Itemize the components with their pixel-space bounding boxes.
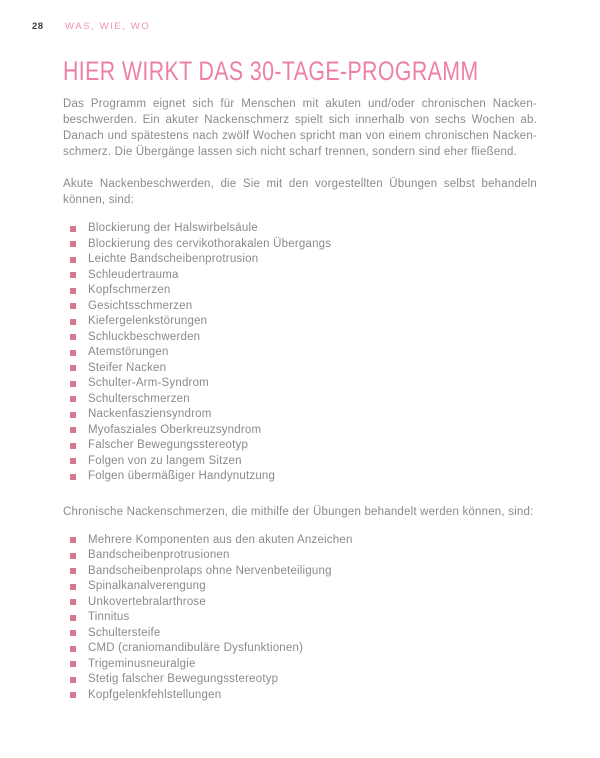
list-item-label: Unkovertebralarthrose [88, 595, 206, 608]
bullet-square-icon [70, 584, 76, 590]
acute-lead-paragraph [63, 176, 537, 208]
bullet-square-icon [70, 365, 76, 371]
bullet-square-icon [70, 319, 76, 325]
list-item [70, 407, 537, 423]
list-item [70, 392, 537, 408]
paragraph-line: können, sind: [63, 194, 135, 206]
list-item [70, 610, 537, 626]
bullet-square-icon [70, 257, 76, 263]
bullet-square-icon [70, 303, 76, 309]
paragraph-line: beschwerden. Ein akuter Nackenschmerz spielt sich innerhalb von sechs Wochen ab. [63, 114, 537, 126]
list-item-label: Kopfschmerzen [88, 284, 171, 296]
bullet-square-icon [70, 630, 76, 636]
bullet-square-icon [70, 646, 76, 652]
bullet-square-icon [70, 412, 76, 418]
list-item-label: Leichte Bandscheibenprotrusion [88, 253, 259, 265]
list-item-label: Atemstörungen [88, 346, 169, 358]
list-item [70, 579, 537, 595]
bullet-square-icon [70, 396, 76, 402]
bullet-square-icon [70, 241, 76, 247]
bullet-square-icon [70, 474, 76, 480]
list-item-label: Blockierung der Halswirbelsäule [88, 222, 258, 234]
acute-symptoms-list [63, 221, 537, 485]
list-item-label: Schulterschmerzen [88, 392, 190, 405]
list-item [70, 438, 537, 454]
list-item [70, 454, 537, 470]
paragraph-line: Danach und spätestens nach zwölf Wochen spricht man von einem chronischen Nacken- [63, 130, 537, 142]
paragraph-line: Das Programm eignet sich für Menschen mit akuten und/oder chronischen Nacken- [63, 98, 537, 110]
bullet-square-icon [70, 692, 76, 698]
bullet-square-icon [70, 288, 76, 294]
bullet-square-icon [70, 537, 76, 543]
list-item [70, 361, 537, 377]
list-item [70, 423, 537, 439]
list-item-label: Schulter-Arm-Syndrom [88, 377, 209, 389]
bullet-square-icon [70, 272, 76, 278]
bullet-square-icon [70, 381, 76, 387]
list-item-label: Kiefergelenkstörungen [88, 315, 208, 327]
list-item [70, 595, 537, 611]
list-item [70, 657, 537, 673]
list-item-label: CMD (craniomandibuläre Dysfunktionen) [88, 642, 304, 654]
list-item [70, 688, 537, 704]
list-item-label: Bandscheibenprotrusionen [88, 549, 230, 561]
page-content [63, 96, 537, 703]
bullet-square-icon [70, 615, 76, 621]
list-item-label: Folgen von zu langem Sitzen [88, 454, 242, 467]
running-head: WAS, WIE, WO [65, 21, 151, 32]
list-item [70, 564, 537, 580]
list-item [70, 672, 537, 688]
list-item [70, 548, 537, 564]
list-item-label: Nackenfasziensyndrom [88, 408, 212, 420]
list-item [70, 469, 537, 485]
list-item-label: Bandscheibenprolaps ohne Nervenbeteiligung [88, 564, 332, 577]
chronic-lead-paragraph [63, 504, 537, 520]
paragraph-line: Akute Nackenbeschwerden, die Sie mit den vorgestellten Übungen selbst behandeln [63, 178, 537, 190]
list-item [70, 283, 537, 299]
bullet-square-icon [70, 427, 76, 433]
paragraph-line: Chronische Nackenschmerzen, die mithilfe der Übungen behandelt werden können, sind: [63, 505, 534, 518]
list-item-label: Mehrere Komponenten aus den akuten Anzeichen [88, 533, 353, 546]
bullet-square-icon [70, 677, 76, 683]
page-title: HIER WIRKT DAS 30-TAGE-PROGRAMM [63, 56, 479, 86]
list-item-label: Myofasziales Oberkreuzsyndrom [88, 423, 262, 436]
bullet-square-icon [70, 226, 76, 232]
list-item-label: Folgen übermäßiger Handynutzung [88, 470, 276, 482]
list-item-label: Schleudertrauma [88, 268, 179, 281]
list-item [70, 299, 537, 315]
bullet-square-icon [70, 553, 76, 559]
list-item-label: Steifer Nacken [88, 361, 167, 374]
list-item [70, 330, 537, 346]
bullet-square-icon [70, 599, 76, 605]
page-number: 28 [32, 21, 44, 32]
list-item-label: Schultersteife [88, 626, 161, 639]
chronic-symptoms-list [63, 533, 537, 704]
list-item [70, 237, 537, 253]
list-item [70, 626, 537, 642]
bullet-square-icon [70, 568, 76, 574]
bullet-square-icon [70, 334, 76, 340]
list-item-label: Falscher Bewegungsstereotyp [88, 439, 249, 451]
bullet-square-icon [70, 661, 76, 667]
bullet-square-icon [70, 350, 76, 356]
list-item [70, 641, 537, 657]
list-item [70, 221, 537, 237]
list-item-label: Spinalkanalverengung [88, 580, 206, 592]
list-item [70, 533, 537, 549]
list-item-label: Gesichtsschmerzen [88, 299, 193, 312]
list-item [70, 345, 537, 361]
list-item-label: Kopfgelenkfehlstellungen [88, 688, 222, 701]
bullet-square-icon [70, 458, 76, 464]
list-item-label: Tinnitus [88, 611, 130, 623]
bullet-square-icon [70, 443, 76, 449]
paragraph-line: schmerz. Die Übergänge lassen sich nicht scharf trennen, sondern sind eher fließend. [63, 146, 518, 158]
intro-paragraph [63, 96, 537, 160]
list-item [70, 252, 537, 268]
list-item [70, 268, 537, 284]
list-item-label: Schluckbeschwerden [88, 330, 201, 343]
list-item-label: Blockierung des cervikothorakalen Übergangs [88, 237, 332, 250]
list-item [70, 314, 537, 330]
list-item-label: Stetig falscher Bewegungsstereotyp [88, 673, 279, 685]
list-item-label: Trigeminusneuralgie [88, 657, 196, 670]
list-item [70, 376, 537, 392]
